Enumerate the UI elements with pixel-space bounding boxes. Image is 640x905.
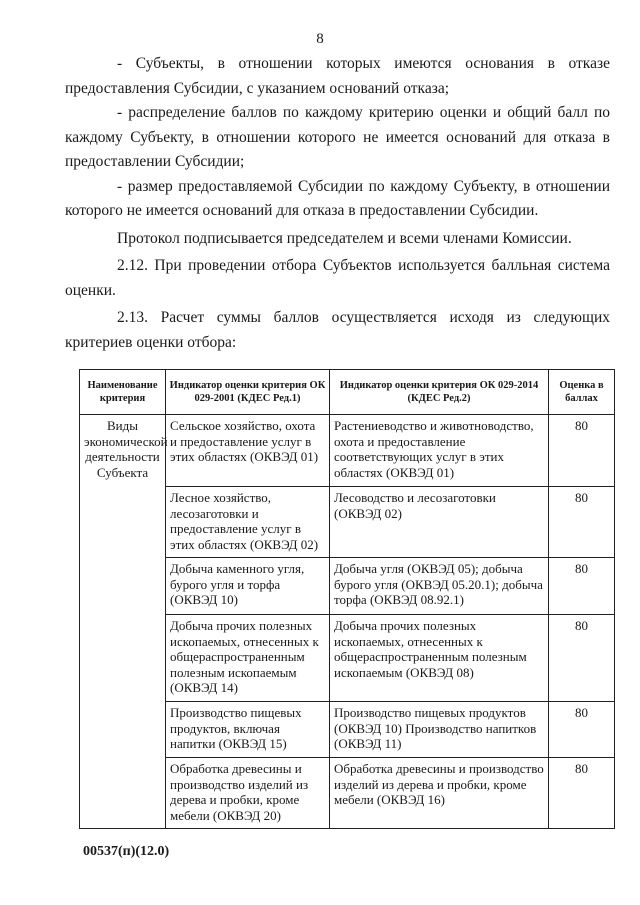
score-cell: 80 (549, 415, 615, 487)
paragraph: 2.13. Расчет суммы баллов осуществляется исходя из следующих критериев оценки отбора: (65, 309, 610, 351)
header-criterion-name: Наименование критерия (80, 370, 166, 415)
paragraph: - распределение баллов по каждому критерию оценки и общий балл по каждому Субъекту, в отношении которого не имеется оснований для отказа в предоставлении Субсидии; (65, 104, 610, 170)
paragraph: Протокол подписывается председателем и всеми членами Комиссии. (117, 229, 572, 247)
indicator-2001-cell: Обработка древесины и производство изделий из дерева и пробки, кроме мебели (ОКВЭД 20) (166, 758, 330, 829)
score-cell: 80 (549, 702, 615, 758)
header-indicator-2014: Индикатор оценки критерия ОК 029-2014 (КДЕС Ред.2) (330, 370, 549, 415)
score-cell: 80 (549, 487, 615, 558)
indicator-2014-cell: Производство пищевых продуктов (ОКВЭД 10) Производство напитков (ОКВЭД 11) (330, 702, 549, 758)
score-cell: 80 (549, 615, 615, 702)
document-code: 00537(п)(12.0) (83, 844, 170, 859)
paragraph: - Субъекты, в отношении которых имеются основания в отказе предоставления Субсидии, с указанием оснований отказа; (65, 55, 610, 97)
indicator-2001-cell: Сельское хозяйство, охота и предоставление услуг в этих областях (ОКВЭД 01) (166, 415, 330, 487)
indicator-2014-cell: Добыча угля (ОКВЭД 05); добыча бурого угля (ОКВЭД 05.20.1); добыча торфа (ОКВЭД 08.92.1) (330, 558, 549, 615)
indicator-2001-cell: Добыча прочих полезных ископаемых, отнесенных к общераспространенным полезным ископаемым (ОКВЭД 14) (166, 615, 330, 702)
criteria-table (79, 369, 615, 829)
indicator-2014-cell: Лесоводство и лесозаготовки (ОКВЭД 02) (330, 487, 549, 558)
indicator-2014-cell: Растениеводство и животноводство, охота и предоставление соответствующих услуг в этих областях (ОКВЭД 01) (330, 415, 549, 487)
paragraph: - размер предоставляемой Субсидии по каждому Субъекту, в отношении которого не имеется оснований для отказа в предоставлении Субсидии. (65, 177, 610, 219)
indicator-2014-cell: Добыча прочих полезных ископаемых, отнесенных к общераспространенным полезным ископаемым (ОКВЭД 08) (330, 615, 549, 702)
score-cell: 80 (549, 558, 615, 615)
header-score: Оценка в баллах (549, 370, 615, 415)
indicator-2014-cell: Обработка древесины и производство изделий из дерева и пробки, кроме мебели (ОКВЭД 16) (330, 758, 549, 829)
criterion-name-cell: Виды экономической деятельности Субъекта (80, 415, 166, 829)
table-row (80, 415, 615, 487)
indicator-2001-cell: Лесное хозяйство, лесозаготовки и предоставление услуг в этих областях (ОКВЭД 02) (166, 487, 330, 558)
indicator-2001-cell: Производство пищевых продуктов, включая напитки (ОКВЭД 15) (166, 702, 330, 758)
paragraph: 2.12. При проведении отбора Субъектов используется балльная система оценки. (65, 257, 610, 299)
indicator-2001-cell: Добыча каменного угля, бурого угля и торфа (ОКВЭД 10) (166, 558, 330, 615)
body-text (65, 52, 610, 355)
table-header-row (80, 370, 615, 415)
header-indicator-2001: Индикатор оценки критерия ОК 029-2001 (КДЕС Ред.1) (166, 370, 330, 415)
score-cell: 80 (549, 758, 615, 829)
page-number: 8 (316, 31, 324, 47)
